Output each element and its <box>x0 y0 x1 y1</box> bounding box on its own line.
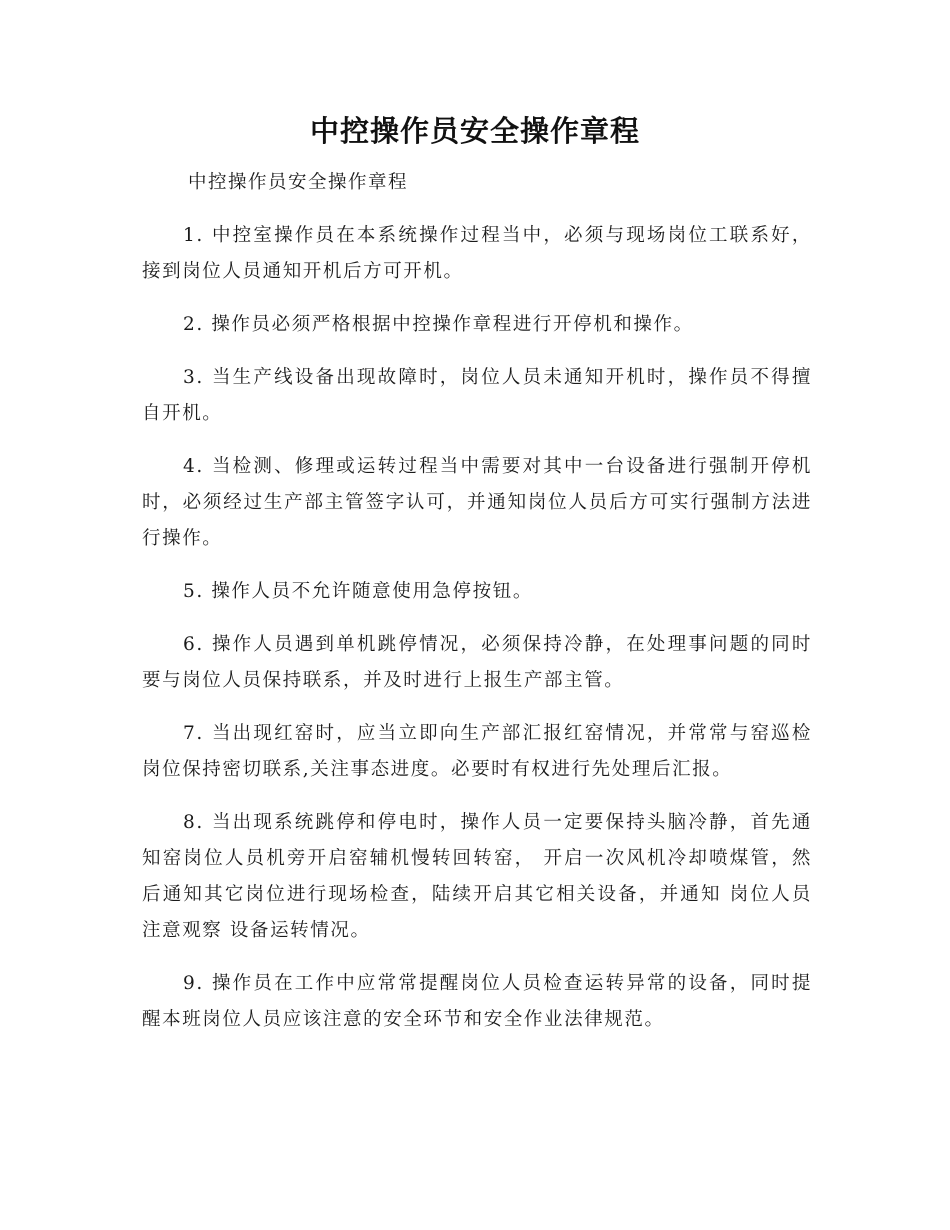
document-title: 中控操作员安全操作章程 <box>309 114 640 148</box>
rule-paragraph-1: 1. 中控室操作员在本系统操作过程当中，必须与现场岗位工联系好，接到岗位人员通知开机后方可开机。 <box>142 225 812 282</box>
rule-paragraph-3: 3. 当生产线设备出现故障时，岗位人员未通知开机时，操作员不得擅自开机。 <box>142 367 812 424</box>
rule-paragraph-9: 9. 操作员在工作中应常常提醒岗位人员检查运转异常的设备，同时提醒本班岗位人员应该注意的安全环节和安全作业法律规范。 <box>142 973 812 1030</box>
rule-paragraph-4: 4. 当检测、修理或运转过程当中需要对其中一台设备进行强制开停机时，必须经过生产部主管签字认可，并通知岗位人员后方可实行强制方法进行操作。 <box>142 456 812 549</box>
document-subtitle: 中控操作员安全操作章程 <box>188 172 409 193</box>
rule-paragraph-8: 8. 当出现系统跳停和停电时，操作人员一定要保持头脑冷静，首先通知窑岗位人员机旁开启窑辅机慢转回转窑， 开启一次风机冷却喷煤管，然后通知其它岗位进行现场检查，陆续开启其它相关设备，并通知 岗位人员注意观察 设备运转情况。 <box>142 812 812 941</box>
document-body <box>142 218 812 1055</box>
rule-paragraph-6: 6. 操作人员遇到单机跳停情况，必须保持冷静，在处理事问题的同时要与岗位人员保持联系，并及时进行上报生产部主管。 <box>142 634 812 691</box>
rule-paragraph-2: 2. 操作员必须严格根据中控操作章程进行开停机和操作。 <box>183 314 694 335</box>
rule-paragraph-7: 7. 当出现红窑时，应当立即向生产部汇报红窑情况，并常常与窑巡检岗位保持密切联系,关注事态进度。必要时有权进行先处理后汇报。 <box>142 723 812 780</box>
rule-paragraph-5: 5. 操作人员不允许随意使用急停按钮。 <box>183 581 533 602</box>
